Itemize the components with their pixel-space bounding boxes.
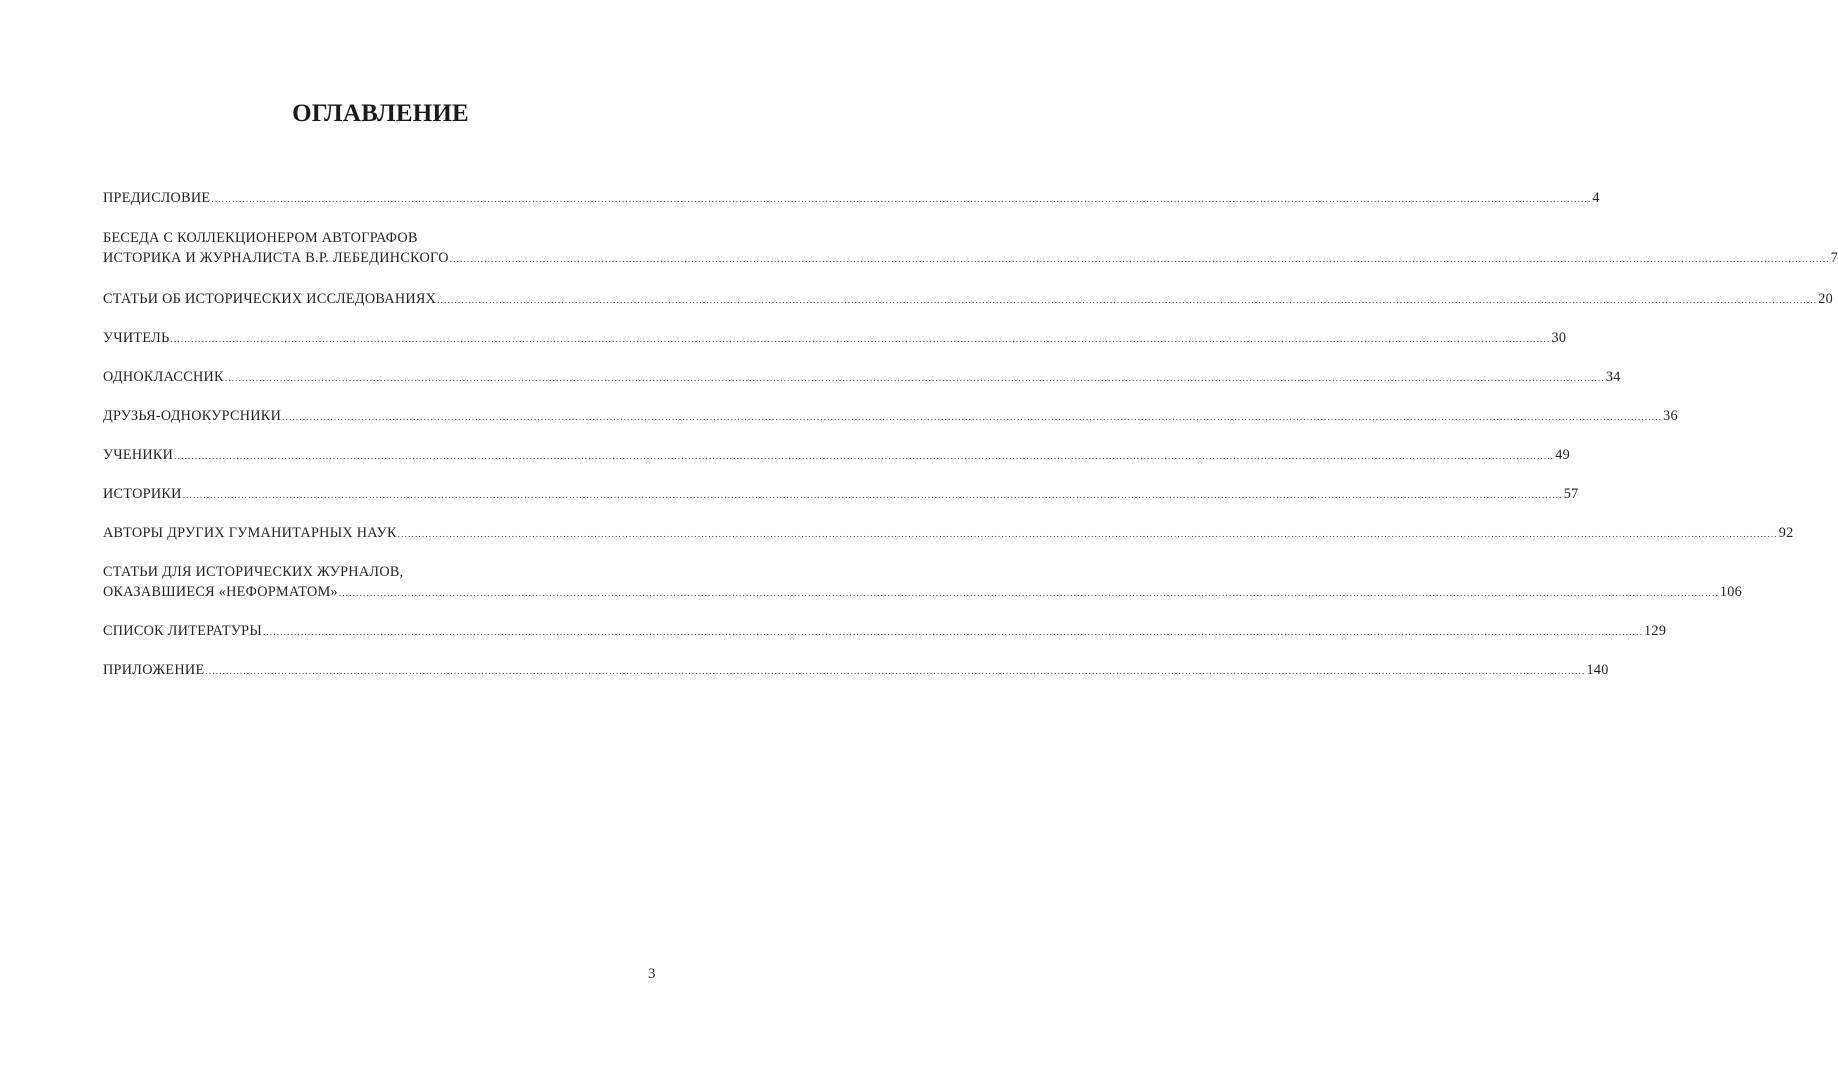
toc-entry — [103, 406, 1678, 427]
toc-entry — [103, 289, 1834, 310]
dot-leader: ................................................................................................................................................................................................................................................................................................................................................................................................................ — [205, 666, 1586, 676]
toc-title: ОГЛАВЛЕНИЕ — [292, 100, 469, 127]
toc-entry — [103, 188, 1600, 209]
dot-leader: ................................................................................................................................................................................................................................................................................................................................................................................................................ — [211, 194, 1592, 204]
toc-entry — [103, 367, 1621, 388]
toc-entry-line — [103, 328, 1567, 349]
toc-entry-label: ОКАЗАВШИЕСЯ «НЕФОРМАТОМ» — [103, 584, 338, 600]
toc-entry — [103, 484, 1579, 505]
toc-entry-label: УЧИТЕЛЬ — [103, 330, 170, 346]
toc-entry-line — [103, 406, 1678, 427]
toc-entry-label: УЧЕНИКИ — [103, 447, 174, 463]
toc-entry — [103, 228, 1838, 269]
toc-entry-line — [103, 523, 1794, 544]
toc-entry-label: ПРИЛОЖЕНИЕ — [103, 662, 205, 678]
dot-leader: ................................................................................................................................................................................................................................................................................................................................................................................................................ — [224, 373, 1605, 383]
toc-entry-page: 34 — [1605, 369, 1621, 385]
dot-leader: ................................................................................................................................................................................................................................................................................................................................................................................................................ — [174, 451, 1555, 461]
toc-entry-label: ИСТОРИКИ — [103, 486, 182, 502]
toc-entry-page: 129 — [1644, 623, 1667, 639]
toc-entry-page: 49 — [1555, 447, 1571, 463]
toc-entry-page: 140 — [1586, 662, 1609, 678]
toc-entry-label: СТАТЬИ ОБ ИСТОРИЧЕСКИХ ИССЛЕДОВАНИЯХ — [103, 291, 437, 307]
dot-leader: ................................................................................................................................................................................................................................................................................................................................................................................................................ — [397, 529, 1778, 539]
toc-entry-line — [103, 248, 1838, 269]
toc-entry-page: 4 — [1592, 190, 1600, 206]
dot-leader: ................................................................................................................................................................................................................................................................................................................................................................................................................ — [437, 295, 1818, 305]
dot-leader: ................................................................................................................................................................................................................................................................................................................................................................................................................ — [182, 490, 1563, 500]
toc-entry-line — [103, 188, 1600, 209]
toc-entry-label: ОДНОКЛАССНИК — [103, 369, 224, 385]
toc-entry-page: 92 — [1778, 525, 1794, 541]
toc-entry — [103, 445, 1571, 466]
toc-entry-page: 106 — [1719, 584, 1743, 600]
toc-entry-label: ИСТОРИКА И ЖУРНАЛИСТА В.Р. ЛЕБЕДИНСКОГО — [103, 250, 449, 266]
toc-entry-line — [103, 660, 1609, 681]
toc-entry-line — [103, 484, 1579, 505]
toc-entry-line — [103, 445, 1571, 466]
toc-entry-label: БЕСЕДА С КОЛЛЕКЦИОНЕРОМ АВТОГРАФОВ — [103, 230, 418, 246]
toc-entry — [103, 328, 1567, 349]
dot-leader: ................................................................................................................................................................................................................................................................................................................................................................................................................ — [170, 334, 1551, 344]
toc-entry-line — [103, 562, 639, 582]
toc-entry-label: ПРЕДИСЛОВИЕ — [103, 190, 211, 206]
toc-entry-line — [103, 289, 1834, 310]
toc-entry-label: СТАТЬИ ДЛЯ ИСТОРИЧЕСКИХ ЖУРНАЛОВ, — [103, 564, 404, 580]
dot-leader: ................................................................................................................................................................................................................................................................................................................................................................................................................ — [338, 588, 1719, 598]
toc-entry-line — [103, 582, 1743, 603]
toc-entry-line — [103, 367, 1621, 388]
toc-entry-line — [103, 228, 639, 248]
toc-entry-page: 36 — [1663, 408, 1678, 424]
toc-entry-page: 7 — [1830, 250, 1838, 266]
page-number: 3 — [648, 966, 656, 982]
dot-leader: ................................................................................................................................................................................................................................................................................................................................................................................................................ — [449, 254, 1830, 264]
toc-entry-line — [103, 621, 1667, 642]
toc-entry-label: ДРУЗЬЯ-ОДНОКУРСНИКИ — [103, 408, 282, 424]
toc-entry — [103, 523, 1794, 544]
dot-leader: ................................................................................................................................................................................................................................................................................................................................................................................................................ — [282, 412, 1663, 422]
toc-entry — [103, 562, 1743, 603]
toc-entry — [103, 621, 1667, 642]
dot-leader: ................................................................................................................................................................................................................................................................................................................................................................................................................ — [263, 627, 1644, 637]
toc-entry-label: АВТОРЫ ДРУГИХ ГУМАНИТАРНЫХ НАУК — [103, 525, 397, 541]
toc-entry-page: 57 — [1563, 486, 1579, 502]
toc-entry-page: 30 — [1551, 330, 1567, 346]
toc-entry-label: СПИСОК ЛИТЕРАТУРЫ — [103, 623, 263, 639]
toc-entry — [103, 660, 1609, 681]
table-of-contents — [103, 170, 1838, 681]
toc-entry-page: 20 — [1818, 291, 1834, 307]
